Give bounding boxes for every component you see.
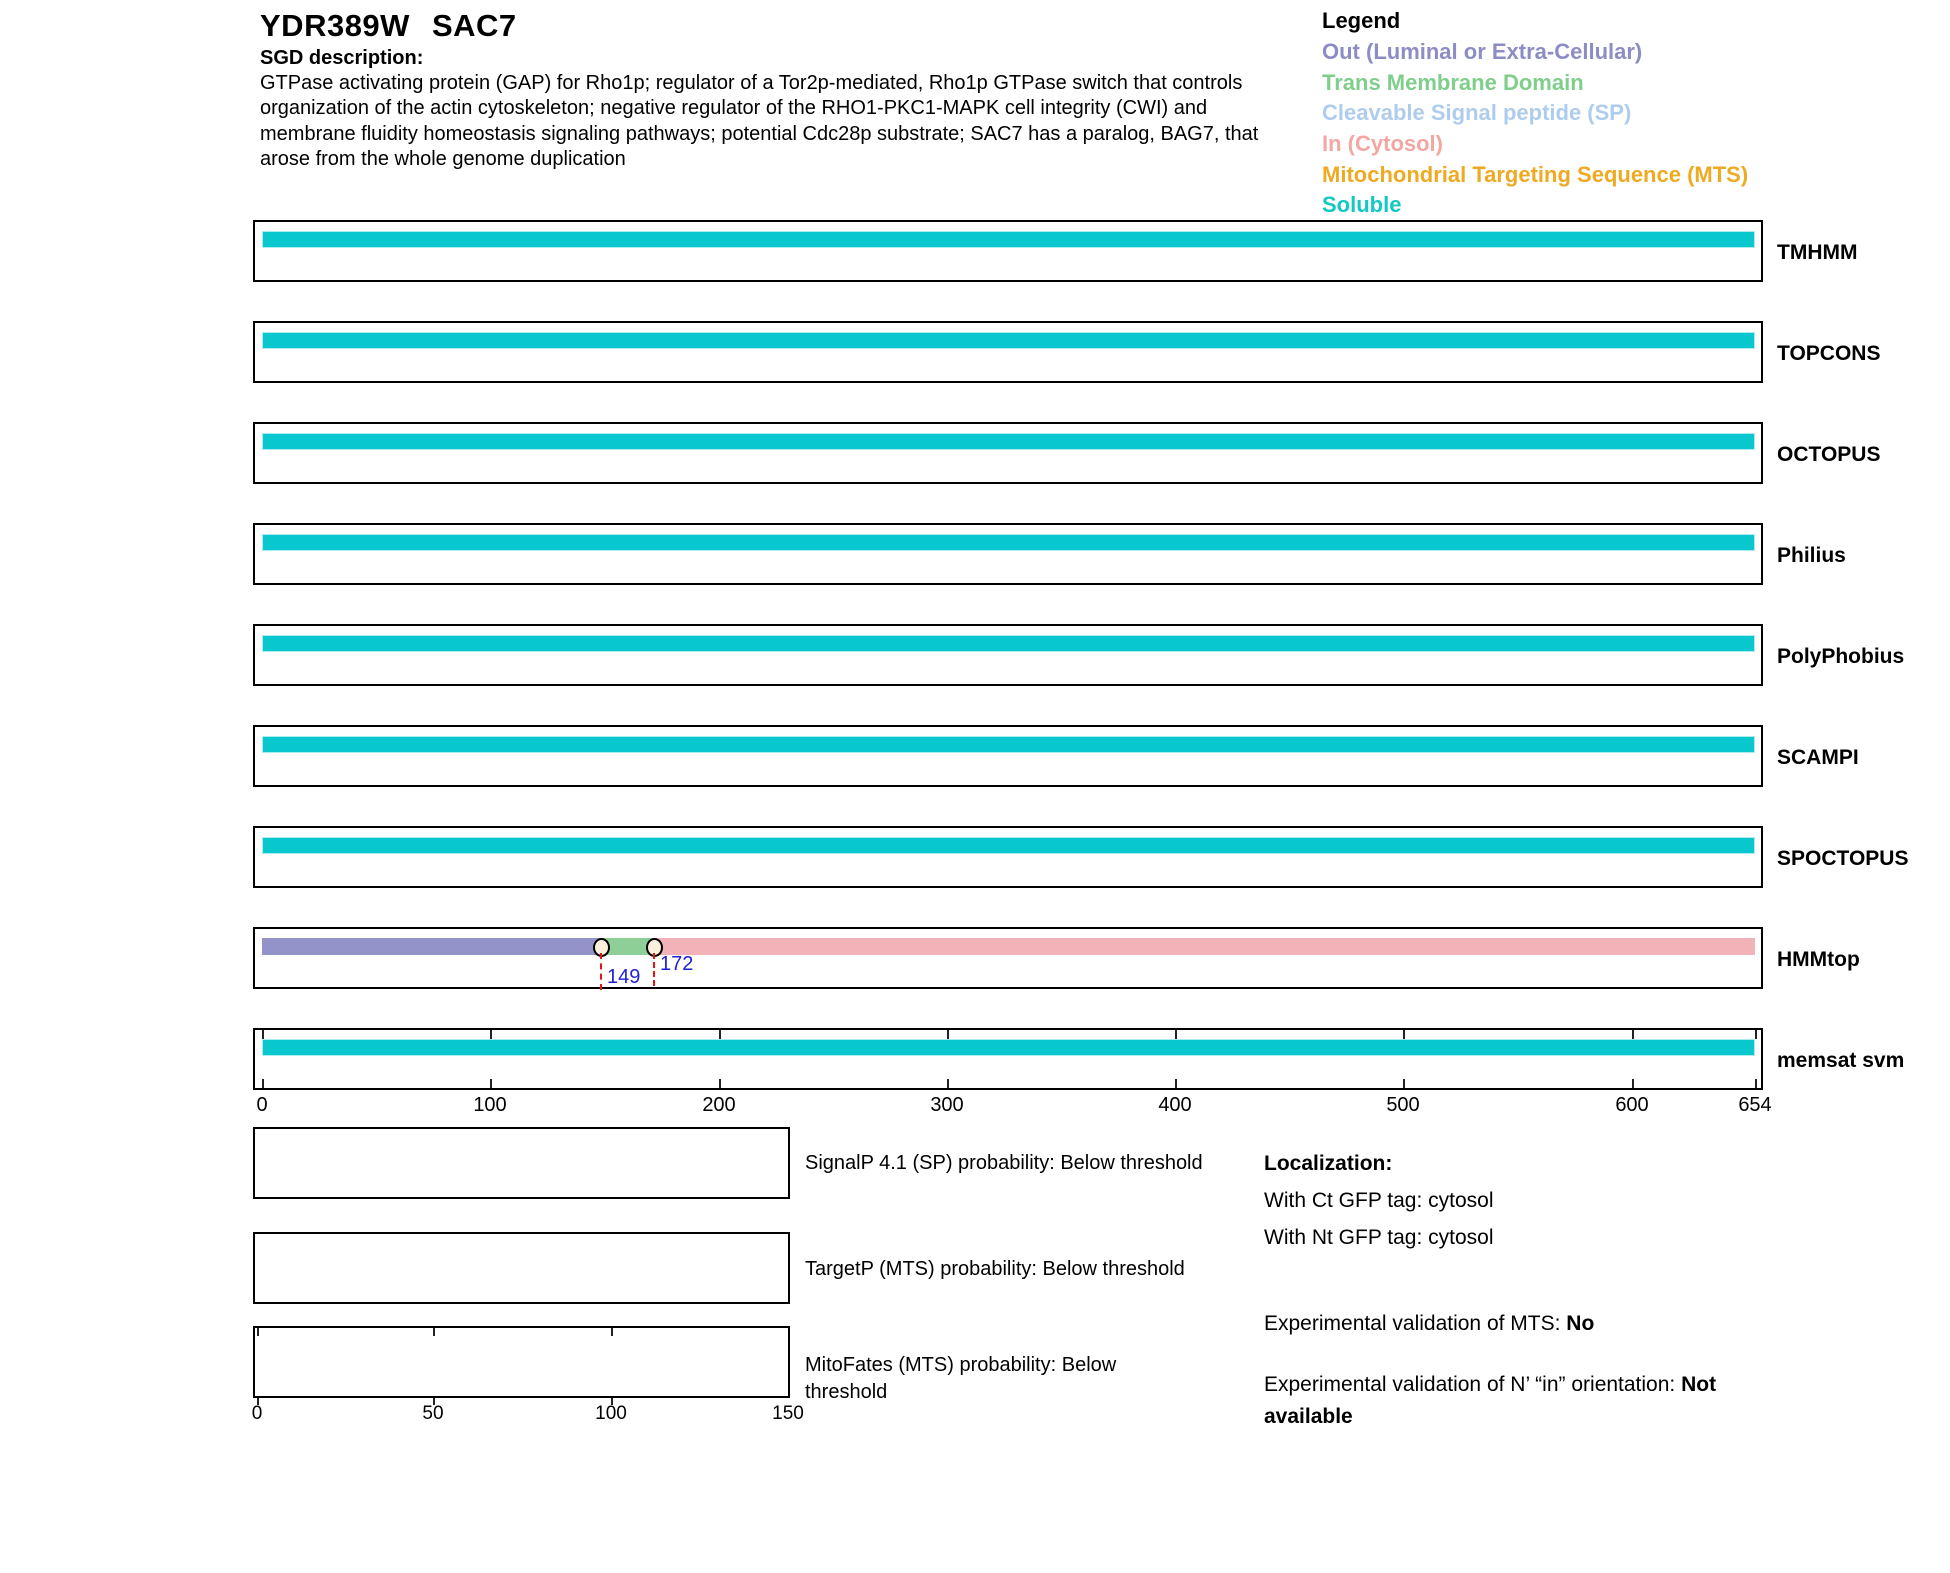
track-box-hmmtop [253, 927, 1763, 989]
memsat-bottom-tick [1755, 1079, 1757, 1088]
soluble-bar-philius [262, 534, 1755, 551]
legend-entry-tm: Trans Membrane Domain [1322, 69, 1584, 95]
memsat-top-tick [1755, 1030, 1757, 1039]
mitofates-axis-label: 100 [595, 1403, 627, 1424]
mitofates-top-tick [611, 1328, 613, 1336]
nterm-validation-line [1264, 1369, 1784, 1433]
soluble-bar-octopus [262, 433, 1755, 450]
memsat-bottom-tick [1175, 1079, 1177, 1088]
signalp-plot-box [253, 1127, 790, 1199]
tm-start-guide-line [600, 953, 602, 990]
track-label-polyphobius: PolyPhobius [1777, 645, 1905, 668]
track-label-tmhmm: TMHMM [1777, 241, 1858, 264]
legend-entry-sp: Cleavable Signal peptide (SP) [1322, 100, 1632, 126]
legend-entry-out: Out (Luminal or Extra-Cellular) [1322, 39, 1643, 64]
memsat-bottom-tick [1632, 1079, 1634, 1088]
nterm-validation-prefix: Experimental validation of N’ “in” orientation: [1264, 1373, 1682, 1396]
gene-name: SAC7 [431, 8, 517, 43]
localization-nt-gfp: With Nt GFP tag: cytosol [1264, 1226, 1494, 1249]
legend-title: Legend [1322, 8, 1401, 33]
hmmtop-segment-out [262, 938, 602, 955]
memsat-top-tick [1632, 1030, 1634, 1039]
tm-end-guide-line [653, 953, 655, 986]
mitofates-axis-label: 0 [251, 1403, 263, 1424]
orf-name: YDR389W [260, 8, 410, 43]
track-box-memsat [253, 1028, 1763, 1090]
sgd-description-text: GTPase activating protein (GAP) for Rho1p; regulator of a Tor2p-mediated, Rho1p GTPase switch that controls organization of the actin cytoskeleton; negative regulator of the RHO1-PKC1-MAPK cell integrity (CWI) and membrane fluidity homeostasis signaling pathways; potential Cdc28p substrate; SAC7 has a paralog, BAG7, that arose from the whole genome duplication [260, 72, 1259, 171]
track-box-topcons [253, 321, 1763, 383]
mitofates-plot-label: MitoFates (MTS) probability: Below threshold [805, 1354, 1117, 1403]
targetp-plot-box [253, 1232, 790, 1304]
track-box-tmhmm [253, 220, 1763, 282]
soluble-bar-memsat [262, 1039, 1755, 1056]
memsat-bottom-tick [719, 1079, 721, 1088]
legend [1322, 8, 1748, 223]
track-box-spoctopus [253, 826, 1763, 888]
axis-tick-label: 600 [1615, 1094, 1649, 1116]
localization-heading: Localization: [1264, 1152, 1393, 1175]
memsat-bottom-tick [947, 1079, 949, 1088]
legend-entry-in: In (Cytosol) [1322, 131, 1443, 157]
mts-validation-line [1264, 1312, 1594, 1336]
track-box-philius [253, 523, 1763, 585]
memsat-top-tick [262, 1030, 264, 1039]
signalp-plot-label: SignalP 4.1 (SP) probability: Below threshold [805, 1152, 1203, 1174]
mts-validation-value: No [1566, 1312, 1595, 1335]
memsat-top-tick [490, 1030, 492, 1039]
axis-tick-label: 400 [1158, 1094, 1192, 1116]
mitofates-axis-label: 50 [422, 1403, 444, 1424]
axis-tick-label: 0 [256, 1094, 268, 1116]
memsat-bottom-tick [490, 1079, 492, 1088]
legend-entry-soluble: Soluble [1322, 192, 1402, 218]
memsat-top-tick [1403, 1030, 1405, 1039]
sgd-description-heading: SGD description: [260, 47, 424, 69]
memsat-top-tick [947, 1030, 949, 1039]
axis-tick-label: 300 [930, 1094, 964, 1116]
soluble-bar-tmhmm [262, 231, 1755, 248]
track-label-hmmtop: HMMtop [1777, 948, 1860, 971]
page-title [260, 8, 517, 44]
mts-validation-prefix: Experimental validation of MTS: [1264, 1312, 1567, 1335]
targetp-plot-label: TargetP (MTS) probability: Below threshold [805, 1258, 1185, 1280]
tm-end-position-label: 172 [660, 953, 694, 975]
soluble-bar-scampi [262, 736, 1755, 753]
memsat-bottom-tick [262, 1079, 264, 1088]
nterm-validation-value: Not available [1264, 1373, 1717, 1428]
mitofates-top-tick [433, 1328, 435, 1336]
hmmtop-segment-in [655, 938, 1755, 955]
mitofates-plot-box [253, 1326, 790, 1398]
track-label-spoctopus: SPOCTOPUS [1777, 847, 1909, 870]
tm-start-position-label: 149 [607, 966, 641, 988]
legend-entry-mts: Mitochondrial Targeting Sequence (MTS) [1322, 161, 1749, 187]
soluble-bar-polyphobius [262, 635, 1755, 652]
track-label-philius: Philius [1777, 544, 1846, 567]
axis-tick-label: 100 [473, 1094, 507, 1116]
track-label-scampi: SCAMPI [1777, 746, 1859, 769]
track-box-polyphobius [253, 624, 1763, 686]
track-box-scampi [253, 725, 1763, 787]
axis-tick-label: 200 [702, 1094, 736, 1116]
track-label-topcons: TOPCONS [1777, 342, 1881, 365]
soluble-bar-topcons [262, 332, 1755, 349]
memsat-top-tick [719, 1030, 721, 1039]
localization-ct-gfp: With Ct GFP tag: cytosol [1264, 1189, 1494, 1212]
track-label-octopus: OCTOPUS [1777, 443, 1881, 466]
soluble-bar-spoctopus [262, 837, 1755, 854]
memsat-bottom-tick [1403, 1079, 1405, 1088]
axis-tick-label: 500 [1386, 1094, 1420, 1116]
track-label-memsat: memsat svm [1777, 1049, 1905, 1072]
mitofates-axis-label: 150 [772, 1403, 804, 1424]
memsat-top-tick [1175, 1030, 1177, 1039]
axis-tick-label: 654 [1738, 1094, 1772, 1116]
mitofates-top-tick [257, 1328, 259, 1336]
track-box-octopus [253, 422, 1763, 484]
